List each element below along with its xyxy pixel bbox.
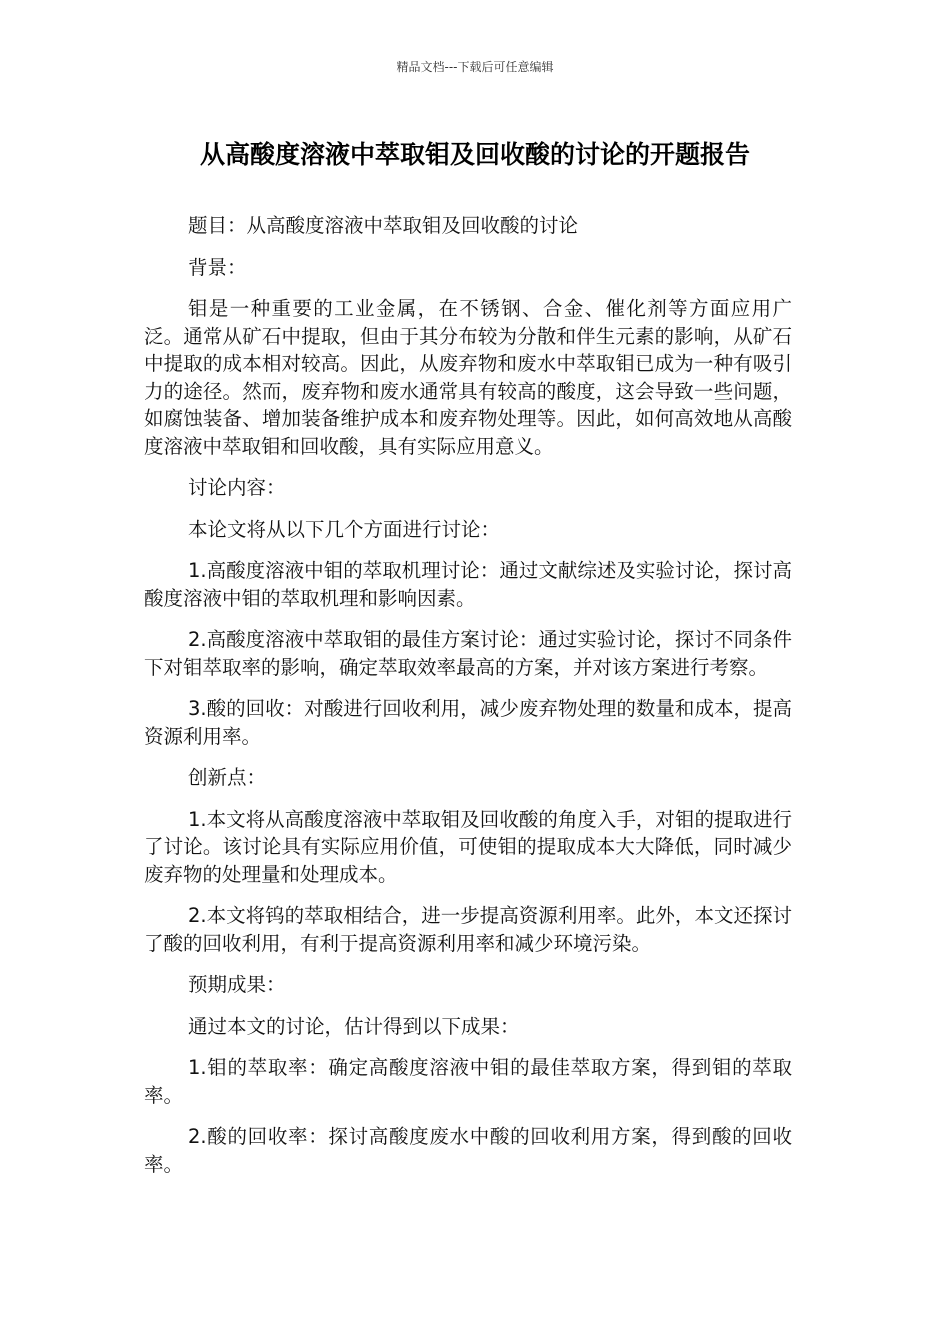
paragraph-result-2: 2.酸的回收率：探讨高酸度废水中酸的回收利用方案，得到酸的回收率。 [144,1125,792,1176]
paragraph-background: 钼是一种重要的工业金属，在不锈钢、合金、催化剂等方面应用广泛。通常从矿石中提取，但由于其分布较为分散和伴生元素的影响，从矿石中提取的成本相对较高。因此，从废弃物和废水中萃取钼已成为一种有吸引力的途径。然而，废弃物和废水通常具有较高的酸度，这会导致一些问题，如腐蚀装备、增加装备维护成本和废弃物处理等。因此，如何高效地从高酸度溶液中萃取钼和回收酸，具有实际应用意义。 [144,297,792,458]
paragraph-results-intro: 通过本文的讨论，估计得到以下成果： [188,1014,520,1038]
paragraph-discussion-item-3: 3.酸的回收：对酸进行回收利用，减少废弃物处理的数量和成本，提高资源利用率。 [144,697,792,748]
paragraph-subject: 题目：从高酸度溶液中萃取钼及回收酸的讨论 [188,214,579,237]
paragraph-discussion-item-2: 2.高酸度溶液中萃取钼的最佳方案讨论：通过实验讨论，探讨不同条件下对钼萃取率的影响，确定萃取效率最高的方案，并对该方案进行考察。 [144,628,792,679]
heading-expected-results: 预期成果： [188,973,286,996]
paragraph-innovation-2: 2.本文将钨的萃取相结合，进一步提高资源利用率。此外，本文还探讨了酸的回收利用，有利于提高资源利用率和减少环境污染。 [144,904,792,955]
heading-background: 背景： [188,255,247,279]
paragraph-discussion-intro: 本论文将从以下几个方面进行讨论： [188,517,501,541]
document-body [144,212,792,1192]
paragraph-discussion-item-1: 1.高酸度溶液中钼的萃取机理讨论：通过文献综述及实验讨论，探讨高酸度溶液中钼的萃取机理和影响因素。 [144,559,792,610]
heading-innovations: 创新点： [188,766,267,789]
header-note: 精品文档---下载后可任意编辑 [396,60,554,74]
paragraph-innovation-1: 1.本文将从高酸度溶液中萃取钼及回收酸的角度入手，对钼的提取进行了讨论。该讨论具有实际应用价值，可使钼的提取成本大大降低，同时减少废弃物的处理量和处理成本。 [144,807,792,886]
paragraph-result-1: 1.钼的萃取率：确定高酸度溶液中钼的最佳萃取方案，得到钼的萃取率。 [144,1056,792,1107]
heading-discussion-content: 讨论内容： [188,476,286,499]
document-title: 从高酸度溶液中萃取钼及回收酸的讨论的开题报告 [199,140,750,169]
